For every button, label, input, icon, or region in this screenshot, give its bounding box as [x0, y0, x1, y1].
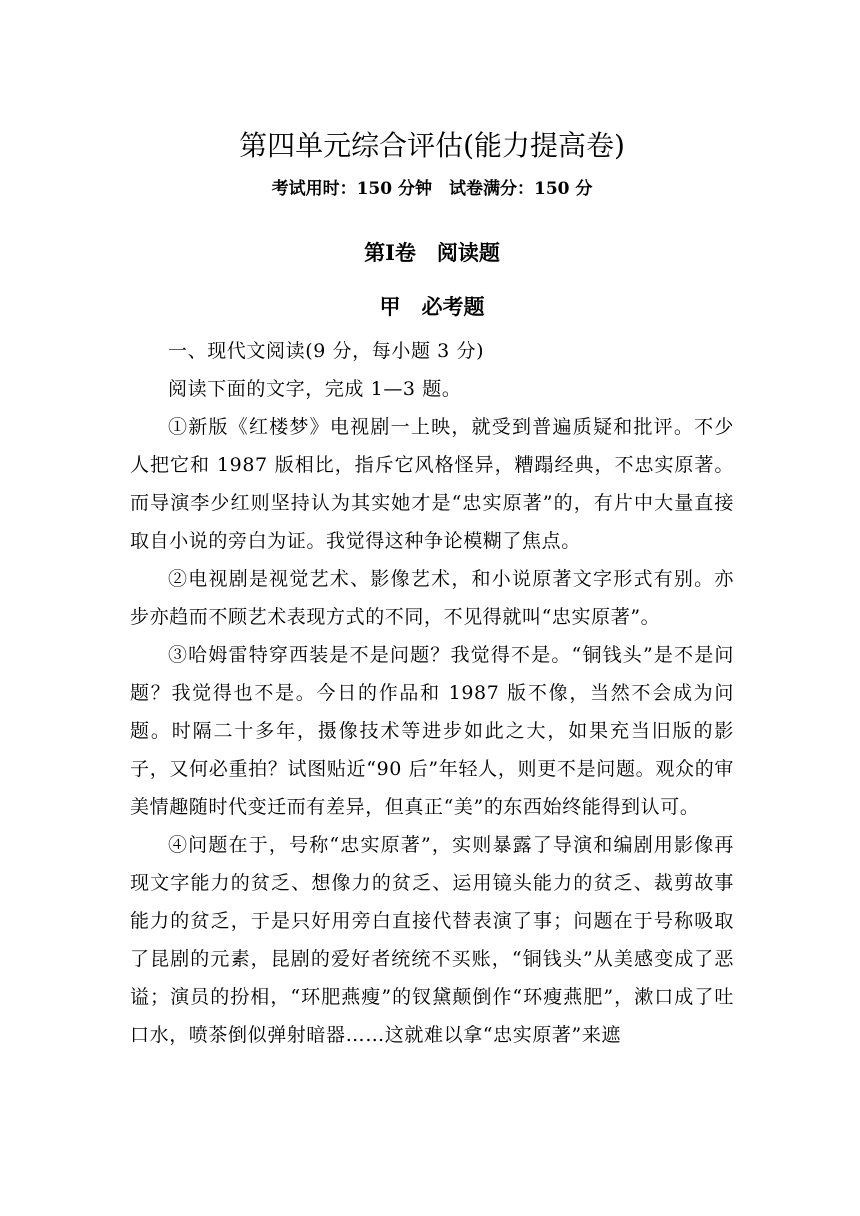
page-title: 第四单元综合评估(能力提高卷) [239, 129, 625, 162]
question-heading: 一、现代文阅读(9 分，每小题 3 分) [168, 340, 485, 362]
instruction-text: 阅读下面的文字，完成 1—3 题。 [168, 378, 462, 400]
paragraph-4: ④问题在于，号称“忠实原著”，实则暴露了导演和编剧用影像再现文字能力的贫乏、想像力的贫乏、运用镜头能力的贫乏、裁剪故事能力的贫乏，于是只好用旁白直接代替表演了事；问题在于号称吸取了昆剧的元素，昆剧的爱好者统统不买账，“铜钱头”从美感变成了恶谥；演员的扮相，“环肥燕瘦”的钗黛颠倒作“环瘦燕肥”，漱口成了吐口水，喷茶倒似弹射暗器……这就难以拿“忠实原著”来遮 [130, 834, 734, 1046]
paragraph-1: ①新版《红楼梦》电视剧一上映，就受到普遍质疑和批评。不少人把它和 1987 版相比，指斥它风格怪异，糟蹋经典，不忠实原著。而导演李少红则坚持认为其实她才是“忠实原著”的，有片中大量直接取自小说的旁白为证。我觉得这种争论模糊了焦点。 [130, 416, 734, 552]
exam-info: 考试用时：150 分钟 试卷满分：150 分 [271, 179, 593, 199]
section-title: 第Ⅰ卷 阅读题 [364, 240, 500, 265]
sub-section-title: 甲 必考题 [379, 294, 485, 319]
paragraph-2: ②电视剧是视觉艺术、影像艺术，和小说原著文字形式有别。亦步亦趋而不顾艺术表现方式的不同，不见得就叫“忠实原著”。 [130, 568, 734, 628]
paragraph-3: ③哈姆雷特穿西装是不是问题？我觉得不是。“铜钱头”是不是问题？我觉得也不是。今日的作品和 1987 版不像，当然不会成为问题。时隔二十多年，摄像技术等进步如此之大，如果充当旧版的影子，又何必重拍？试图贴近“90 后”年轻人，则更不是问题。观众的审美情趣随时代变迁而有差异，但真正“美”的东西始终能得到认可。 [130, 644, 734, 818]
